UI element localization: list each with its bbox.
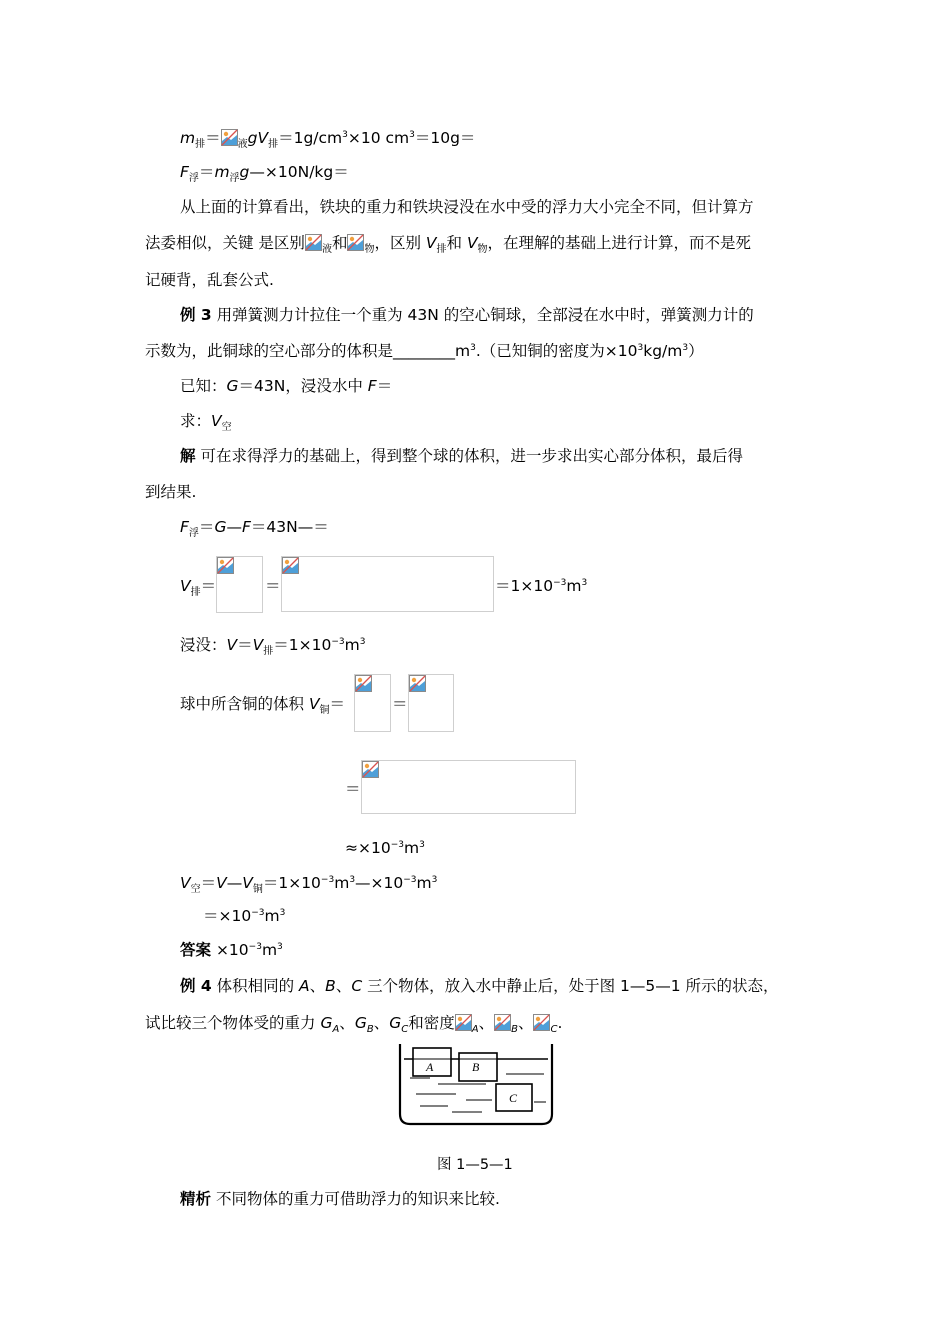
formula-image-icon xyxy=(355,675,372,692)
rho-image-icon xyxy=(347,234,364,251)
formula-f-fu: $F_浮=m_浮g—\times 10N/kg=$ xyxy=(180,163,349,184)
seek-line: 求：$V_空$ xyxy=(180,412,232,433)
formula-v-pai-result: $=1\times 10^{-3}m^3$ xyxy=(495,577,588,595)
answer-line: 答案 $\times 10^{-3}m^3$ xyxy=(180,941,283,959)
approx-line: $\approx\times 10^{-3}m^3$ xyxy=(345,839,425,857)
formula-image-icon xyxy=(362,761,379,778)
copper-volume-line: 球中所含铜的体积 $V_铜=$ xyxy=(180,695,346,716)
label-b: B xyxy=(472,1060,480,1074)
formula-f-fu-2: $F_浮=G—F=43N—=$ xyxy=(180,518,329,539)
formula-image-box xyxy=(216,556,263,613)
example-3-line: 例 3 用弹簧测力计拉住一个重为 43N 的空心铜球，全部浸在水中时，弹簧测力计的 xyxy=(180,306,754,324)
formula-image-box xyxy=(361,760,576,814)
rho-image-icon xyxy=(455,1014,472,1031)
label-c: C xyxy=(509,1091,518,1105)
equals-sign: ＝ xyxy=(392,695,408,713)
rho-image-icon xyxy=(305,234,322,251)
solution-line: 解 可在求得浮力的基础上，得到整个球的体积，进一步求出实心部分体积，最后得 xyxy=(180,447,743,465)
hollow-volume-result: $=\times 10^{-3}m^3$ xyxy=(203,907,286,925)
paragraph-line: 法委相似，关键 是区别 $_液$和 $_物$，区别 $V_排$和 $V_物$，在理解的基础上进行计算，而不是死 xyxy=(145,234,752,255)
rho-image-icon xyxy=(494,1014,511,1031)
formula-image-box xyxy=(354,674,391,732)
formula-image-icon xyxy=(217,557,234,574)
known-line: 已知：G＝43N，浸没水中 F＝ xyxy=(180,377,393,395)
rho-image-icon xyxy=(221,129,238,146)
rho-image-icon xyxy=(533,1014,550,1031)
immersed-line: 浸没：$V=V_排=1\times 10^{-3}m^3$ xyxy=(180,636,366,657)
equals-sign: ＝ xyxy=(345,780,361,798)
formula-image-icon xyxy=(409,675,426,692)
analysis-line: 精析 不同物体的重力可借助浮力的知识来比较. xyxy=(180,1190,500,1208)
figure-caption: 图 1—5—1 xyxy=(437,1157,513,1173)
formula-v-pai: $V_排=$ xyxy=(180,577,217,598)
water-container-figure xyxy=(396,1040,556,1130)
formula-m-pai: $m_排=$ $_液gV_排=1g/cm^3\times 10$ $cm^3=10g=$ xyxy=(180,129,476,150)
formula-image-box xyxy=(408,674,454,732)
formula-image-icon xyxy=(282,557,299,574)
paragraph-line: 从上面的计算看出，铁块的重力和铁块浸没在水中受的浮力大小完全不同，但计算方 xyxy=(180,198,754,216)
solution-line: 到结果. xyxy=(145,483,197,501)
example-3-line: 示数为，此铜球的空心部分的体积是$\_\_\_\_\_\_\_\_m^3$.（已知铜的密度为$\times 10^3kg/m^3$） xyxy=(145,342,704,360)
hollow-volume-line: $V_空=V—V_铜=1\times 10^{-3}m^3—\times 10^{-3}m^3$ xyxy=(180,874,438,895)
equals-sign: ＝ xyxy=(265,577,281,595)
label-a: A xyxy=(426,1060,434,1074)
example-4-line: 试比较三个物体受的重力 $G_A$、$G_B$、$G_C$和密度 $_A$、 $_B$、 $_C$. xyxy=(145,1014,563,1035)
example-4-line: 例 4 体积相同的 A、B、C 三个物体，放入水中静止后，处于图 1—5—1 所示的状态， xyxy=(180,977,779,995)
paragraph-line: 记硬背，乱套公式. xyxy=(145,271,274,289)
formula-image-box xyxy=(281,556,494,612)
